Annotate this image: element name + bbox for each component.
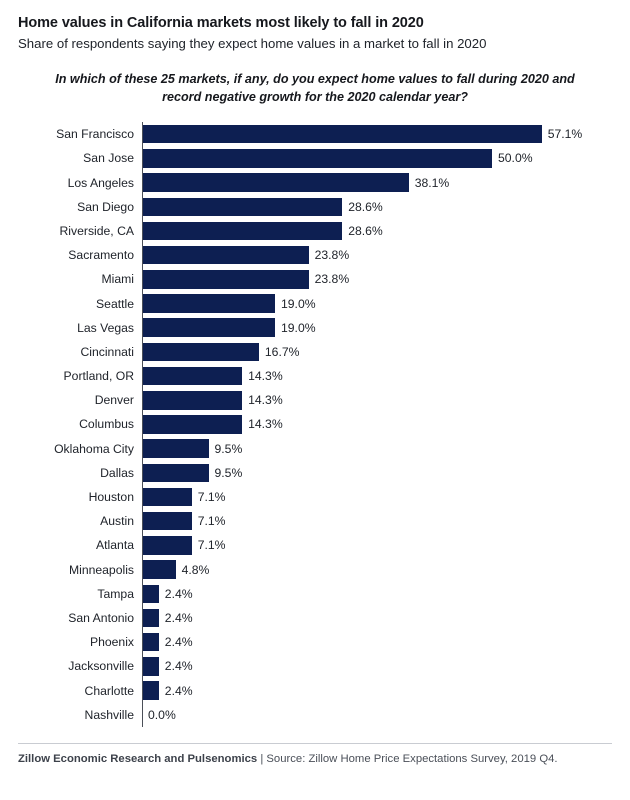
source-org: Zillow Economic Research and Pulsenomics	[18, 752, 258, 765]
category-label: Houston	[88, 490, 134, 505]
category-label: Dallas	[100, 465, 134, 480]
bar	[142, 439, 209, 458]
bar-track	[142, 630, 612, 654]
bar-value-label: 14.3%	[248, 393, 283, 408]
bar-value-label: 7.1%	[197, 490, 226, 505]
survey-question: In which of these 25 markets, if any, do you expect home values to fall during 2020 and record negative growth for the 2020 calendar year?	[55, 71, 575, 104]
bar-track	[142, 195, 612, 219]
source-note	[18, 753, 612, 765]
category-label: Charlotte	[84, 683, 134, 698]
bar	[142, 294, 275, 313]
bar-value-label: 14.3%	[248, 417, 283, 432]
chart-row	[18, 606, 612, 630]
chart-row	[18, 291, 612, 315]
bar-value-label: 2.4%	[164, 586, 193, 601]
chart-row	[18, 582, 612, 606]
bar-track	[142, 219, 612, 243]
bar	[142, 222, 342, 241]
bar-value-label: 2.4%	[164, 659, 193, 674]
bar-track	[142, 146, 612, 170]
category-label: Jacksonville	[68, 659, 134, 674]
bar	[142, 343, 259, 362]
bar-track	[142, 171, 612, 195]
bar-track	[142, 582, 612, 606]
bar-value-label: 7.1%	[197, 514, 226, 529]
bar-value-label: 7.1%	[197, 538, 226, 553]
bar-track	[142, 461, 612, 485]
category-label: Oklahoma City	[54, 441, 134, 456]
bar	[142, 464, 209, 483]
category-label: Tampa	[97, 586, 134, 601]
bar-track	[142, 364, 612, 388]
chart-row	[18, 219, 612, 243]
category-label: Cincinnati	[80, 344, 134, 359]
category-label: Sacramento	[68, 248, 134, 263]
chart-row	[18, 678, 612, 702]
chart-row	[18, 388, 612, 412]
chart-row	[18, 412, 612, 436]
category-label: Los Angeles	[67, 175, 134, 190]
bar	[142, 125, 542, 144]
bar-value-label: 28.6%	[348, 223, 383, 238]
chart-row	[18, 461, 612, 485]
bar-track	[142, 509, 612, 533]
chart-row	[18, 195, 612, 219]
bar-track	[142, 388, 612, 412]
bar-track	[142, 703, 612, 727]
bar	[142, 367, 242, 386]
bar-track	[142, 267, 612, 291]
bar-track	[142, 485, 612, 509]
bar	[142, 149, 492, 168]
bar-value-label: 57.1%	[547, 127, 583, 142]
category-label: Miami	[101, 272, 134, 287]
bar	[142, 633, 159, 652]
bar	[142, 173, 409, 192]
chart-row	[18, 243, 612, 267]
bar	[142, 585, 159, 604]
bar-track	[142, 340, 612, 364]
chart-row	[18, 703, 612, 727]
bar	[142, 488, 192, 507]
category-label: Phoenix	[89, 635, 134, 650]
bar-value-label: 50.0%	[498, 151, 533, 166]
bar	[142, 657, 159, 676]
category-label: Denver	[94, 393, 134, 408]
bar-track	[142, 606, 612, 630]
chart-row	[18, 122, 612, 146]
bar-value-label: 14.3%	[248, 369, 283, 384]
chart-row	[18, 654, 612, 678]
bar-value-label: 23.8%	[314, 248, 350, 263]
bar-value-label: 19.0%	[281, 296, 316, 311]
bar-track	[142, 316, 612, 340]
bar-value-label: 0.0%	[148, 707, 176, 722]
bar-value-label: 28.6%	[348, 199, 383, 214]
bar	[142, 560, 176, 579]
category-label: Atlanta	[96, 538, 134, 553]
bar	[142, 246, 309, 265]
chart-row	[18, 630, 612, 654]
chart-row	[18, 340, 612, 364]
chart-row	[18, 558, 612, 582]
source-detail: | Source: Zillow Home Price Expectations Survey, 2019 Q4.	[257, 752, 558, 765]
category-label: San Diego	[77, 199, 134, 214]
bar-value-label: 9.5%	[214, 465, 243, 480]
bar-value-label: 19.0%	[281, 320, 316, 335]
footer-divider	[18, 743, 612, 744]
chart-row	[18, 171, 612, 195]
chart-row	[18, 364, 612, 388]
bar-track	[142, 291, 612, 315]
category-label: San Antonio	[68, 610, 134, 625]
bar	[142, 415, 242, 434]
bar	[142, 270, 309, 289]
bar-value-label: 23.8%	[314, 272, 350, 287]
bar-value-label: 2.4%	[164, 610, 193, 625]
category-label: San Francisco	[56, 127, 134, 142]
bar-value-label: 9.5%	[214, 441, 243, 456]
page-title: Home values in California markets most likely to fall in 2020	[18, 15, 424, 31]
bar-value-label: 38.1%	[414, 175, 450, 190]
category-label: San Jose	[83, 151, 134, 166]
category-label: Seattle	[96, 296, 134, 311]
bar	[142, 609, 159, 628]
category-label: Las Vegas	[77, 320, 134, 335]
bar-chart	[18, 122, 612, 727]
page-subtitle: Share of respondents saying they expect home values in a market to fall in 2020	[18, 36, 487, 52]
category-label: Nashville	[84, 707, 134, 722]
bar	[142, 681, 159, 700]
category-label: Columbus	[79, 417, 134, 432]
bar-value-label: 16.7%	[264, 344, 300, 359]
chart-row	[18, 509, 612, 533]
bar-track	[142, 533, 612, 557]
chart-row	[18, 533, 612, 557]
category-label: Austin	[100, 514, 134, 529]
chart-row	[18, 267, 612, 291]
bar-value-label: 2.4%	[164, 683, 193, 698]
bar-track	[142, 243, 612, 267]
bar	[142, 391, 242, 410]
chart-row	[18, 485, 612, 509]
chart-row	[18, 316, 612, 340]
bar-track	[142, 558, 612, 582]
bar	[142, 198, 342, 217]
category-label: Minneapolis	[68, 562, 134, 577]
bar-track	[142, 678, 612, 702]
category-label: Portland, OR	[63, 369, 134, 384]
chart-row	[18, 146, 612, 170]
bar-track	[142, 654, 612, 678]
bar-value-label: 2.4%	[164, 635, 193, 650]
chart-row	[18, 437, 612, 461]
bar	[142, 318, 275, 337]
bar-track	[142, 412, 612, 436]
bar	[142, 512, 192, 531]
bar-track	[142, 122, 612, 146]
bar-track	[142, 437, 612, 461]
bar	[142, 536, 192, 555]
bar-value-label: 4.8%	[181, 562, 210, 577]
category-label: Riverside, CA	[59, 223, 134, 238]
